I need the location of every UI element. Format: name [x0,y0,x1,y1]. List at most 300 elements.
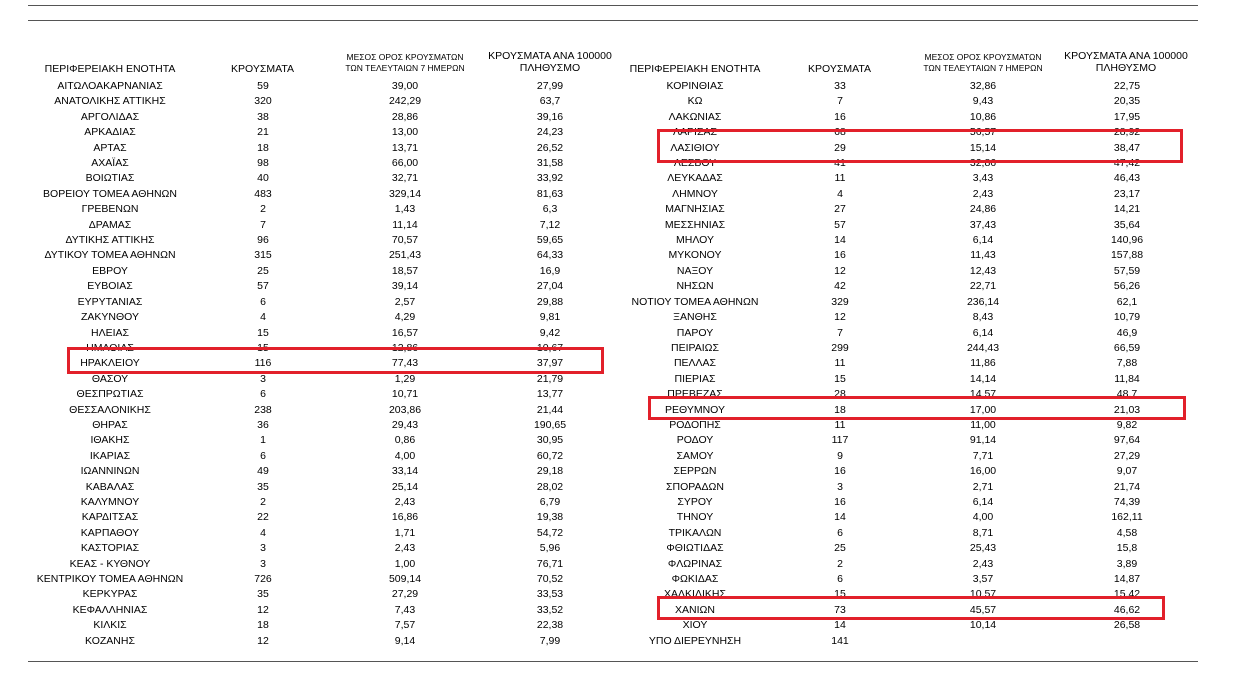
cell-cases: 238 [254,403,272,416]
cell-region: ΚΕΡΚΥΡΑΣ [82,588,138,601]
cell-cases: 4 [837,187,843,200]
cell-per100k: 60,72 [536,449,564,462]
cell-cases: 21 [257,126,269,139]
cell-avg7: 0,86 [394,434,416,447]
cell-avg7: 14,57 [969,388,997,401]
header-per100k-line2: ΠΛΗΘΥΣΜΟ [1095,62,1157,74]
header-per100k-line2: ΠΛΗΘΥΣΜΟ [519,62,581,74]
cell-cases: 7 [837,326,843,339]
cell-cases: 12 [834,264,846,277]
cell-cases: 36 [257,418,269,431]
cell-cases: 25 [257,264,269,277]
header-per100k-right [1046,50,1206,74]
cell-cases: 18 [257,141,269,154]
cell-per100k: 47,42 [1113,157,1141,170]
cell-per100k: 157,88 [1110,249,1144,262]
cell-cases: 11 [834,418,846,431]
cell-avg7: 18,57 [391,264,419,277]
cell-avg7: 77,43 [391,357,419,370]
cell-cases: 11 [834,357,846,370]
cell-avg7: 22,71 [969,280,997,293]
cell-cases: 116 [254,357,272,370]
cell-per100k: 16,9 [539,264,561,277]
cell-avg7: 6,14 [972,234,994,247]
cell-cases: 35 [257,480,269,493]
cell-region: ΛΕΥΚΑΔΑΣ [667,172,723,185]
cell-avg7: 1,29 [394,372,416,385]
cell-region: ΚΙΛΚΙΣ [93,619,127,632]
cell-per100k: 21,74 [1113,480,1141,493]
cell-per100k: 30,95 [536,434,564,447]
cell-per100k: 10,67 [536,341,564,354]
cell-per100k: 46,62 [1113,603,1141,616]
cell-avg7: 1,71 [394,526,416,539]
cell-region: ΠΕΙΡΑΙΩΣ [671,341,719,354]
cell-region: ΠΑΡΟΥ [676,326,714,339]
cell-avg7: 3,43 [972,172,994,185]
cell-cases: 7 [260,218,266,231]
cell-per100k: 7,88 [1116,357,1138,370]
cell-per100k: 23,17 [1113,187,1141,200]
cell-cases: 59 [257,80,269,92]
cell-avg7: 509,14 [388,573,422,585]
cell-cases: 15 [257,341,269,354]
cell-avg7: 25,14 [391,480,419,493]
cell-avg7: 32,86 [969,80,997,92]
cell-region: ΓΡΕΒΕΝΩΝ [81,203,139,216]
cell-cases: 141 [831,634,849,647]
cell-avg7: 11,43 [970,249,996,262]
cell-cases: 42 [834,280,846,293]
cell-per100k: 9,81 [539,311,561,324]
cell-cases: 4 [260,311,266,324]
cell-cases: 12 [257,603,269,616]
cell-cases: 6 [260,295,266,308]
cell-cases: 2 [260,203,266,216]
cell-region: ΠΙΕΡΙΑΣ [674,372,716,385]
header-avg7-line1: ΜΕΣΟΣ ΟΡΟΣ ΚΡΟΥΣΜΑΤΩΝ [924,52,1042,62]
cell-region: ΛΑΚΩΝΙΑΣ [668,110,722,123]
cell-avg7: 12,43 [969,264,997,277]
cell-per100k: 59,65 [536,234,564,247]
cell-per100k: 20,35 [1113,95,1141,108]
cell-avg7: 16,00 [969,465,997,478]
cell-region: ΛΑΡΙΣΑΣ [673,126,717,139]
cell-region: ΜΥΚΟΝΟΥ [668,249,722,262]
cell-cases: 14 [834,511,846,524]
header-per100k-left [470,50,630,74]
cell-cases: 4 [260,526,266,539]
cell-region: ΝΟΤΙΟΥ ΤΟΜΕΑ ΑΘΗΝΩΝ [631,295,759,308]
cell-region: ΠΡΕΒΕΖΑΣ [667,388,723,401]
header-region-left: ΠΕΡΙΦΕΡΕΙΑΚΗ ΕΝΟΤΗΤΑ [44,63,176,75]
cell-avg7: 10,57 [969,588,997,601]
cell-avg7: 91,14 [969,434,997,447]
cell-avg7: 13,00 [391,126,419,139]
cell-region: ΑΡΚΑΔΙΑΣ [84,126,136,139]
cell-region: ΚΟΖΑΝΗΣ [85,634,135,647]
cell-cases: 14 [834,619,846,632]
cell-cases: 2 [837,557,843,570]
cell-per100k: 33,52 [536,603,564,616]
cell-avg7: 2,57 [394,295,416,308]
cell-cases: 68 [834,126,846,139]
cell-per100k: 10,79 [1113,311,1141,324]
cell-avg7: 56,57 [969,126,997,139]
cell-region: ΒΟΙΩΤΙΑΣ [85,172,135,185]
cell-region: ΧΙΟΥ [682,619,708,632]
cell-avg7: 33,14 [391,465,419,478]
cell-per100k: 74,39 [1113,495,1141,508]
cell-region: ΣΕΡΡΩΝ [673,465,717,478]
cell-avg7: 251,43 [388,249,422,262]
cell-per100k: 17,95 [1113,110,1141,123]
cell-avg7: 244,43 [966,341,1000,354]
cell-avg7: 10,14 [969,619,997,632]
cell-avg7: 203,86 [388,403,422,416]
cell-cases: 15 [257,326,269,339]
cell-per100k: 56,26 [1113,280,1141,293]
cell-per100k: 5,96 [539,542,561,555]
cell-cases: 6 [837,526,843,539]
cell-cases: 726 [254,573,272,585]
cell-per100k: 9,42 [539,326,561,339]
cell-cases: 15 [834,588,846,601]
cell-region: ΙΚΑΡΙΑΣ [89,449,131,462]
cell-per100k: 97,64 [1113,434,1141,447]
cell-avg7: 10,86 [969,110,997,123]
cell-per100k: 35,64 [1113,218,1141,231]
top-rule-2 [28,20,1198,21]
header-avg7-line2: ΤΩΝ ΤΕΛΕΥΤΑΙΩΝ 7 ΗΜΕΡΩΝ [923,63,1043,73]
cell-per100k: 46,43 [1113,172,1141,185]
cell-cases: 299 [831,341,849,354]
cell-per100k: 27,99 [536,80,564,92]
cell-cases: 6 [260,449,266,462]
cell-region: ΕΒΡΟΥ [92,264,128,277]
cell-cases: 16 [834,249,846,262]
cell-region: ΝΗΣΩΝ [676,280,714,293]
cell-region: ΚΕΝΤΡΙΚΟΥ ΤΟΜΕΑ ΑΘΗΝΩΝ [36,573,184,585]
cell-per100k: 24,23 [536,126,564,139]
cell-cases: 15 [834,372,846,385]
cell-region: ΚΑΡΔΙΤΣΑΣ [81,511,139,524]
cell-per100k: 39,16 [536,110,564,123]
cell-cases: 18 [257,619,269,632]
cell-cases: 40 [257,172,269,185]
cell-per100k: 26,52 [536,141,564,154]
cell-cases: 16 [834,110,846,123]
cell-avg7: 329,14 [388,187,422,200]
cell-avg7: 12,86 [391,341,419,354]
cell-region: ΗΜΑΘΙΑΣ [86,341,134,354]
cell-cases: 1 [260,434,266,447]
cell-per100k: 6,79 [539,495,561,508]
cell-per100k: 9,82 [1116,418,1138,431]
cell-avg7: 10,71 [391,388,419,401]
cell-per100k: 15,8 [1116,542,1138,555]
cell-avg7: 27,29 [391,588,419,601]
highlight-box-chania [657,596,1165,620]
cell-cases: 11 [834,172,846,185]
cell-cases: 6 [260,388,266,401]
cell-cases: 18 [834,403,846,416]
cell-cases: 3 [260,557,266,570]
cell-avg7: 8,71 [972,526,994,539]
cell-cases: 96 [257,234,269,247]
header-avg7-right [903,52,1063,74]
cell-region: ΗΡΑΚΛΕΙΟΥ [80,357,140,370]
cell-cases: 22 [257,511,269,524]
cell-per100k: 70,52 [536,573,564,585]
cell-avg7: 39,14 [391,280,419,293]
cell-per100k: 62,1 [1116,295,1138,308]
cell-avg7: 7,57 [394,619,416,632]
cell-avg7: 2,43 [972,557,994,570]
cell-per100k: 13,77 [536,388,564,401]
cell-region: ΡΕΘΥΜΝΟΥ [664,403,726,416]
cell-region: ΣΠΟΡΑΔΩΝ [666,480,724,493]
cell-region: ΤΗΝΟΥ [676,511,714,524]
cell-avg7: 1,43 [394,203,416,216]
cell-cases: 12 [257,634,269,647]
cell-cases: 329 [831,295,849,308]
cell-region: ΚΑΛΥΜΝΟΥ [80,495,140,508]
cell-region: ΦΛΩΡΙΝΑΣ [667,557,723,570]
cell-avg7: 29,43 [391,418,419,431]
cell-avg7: 4,00 [972,511,994,524]
cell-cases: 29 [834,141,846,154]
cell-avg7: 7,43 [394,603,416,616]
cell-region: ΛΕΣΒΟΥ [673,157,717,170]
cell-avg7: 6,14 [972,495,994,508]
cell-per100k: 54,72 [536,526,564,539]
cell-avg7: 66,00 [391,157,419,170]
cell-region: ΑΡΤΑΣ [93,141,127,154]
cell-avg7: 16,86 [391,511,419,524]
cell-region: ΕΥΡΥΤΑΝΙΑΣ [77,295,143,308]
cell-per100k: 190,65 [533,418,567,431]
cell-avg7: 70,57 [391,234,419,247]
cell-per100k: 33,53 [536,588,564,601]
cell-avg7: 45,57 [969,603,997,616]
cell-avg7: 9,14 [394,634,416,647]
highlight-box-lasithi [657,129,1183,163]
cell-avg7: 7,71 [972,449,994,462]
cell-region: ΚΕΑΣ - ΚΥΘΝΟΥ [69,557,151,570]
cell-avg7: 11,14 [392,218,418,231]
cell-region: ΛΑΣΙΘΙΟΥ [670,141,720,154]
cell-cases: 49 [257,465,269,478]
cell-cases: 35 [257,588,269,601]
cell-avg7: 4,00 [394,449,416,462]
cell-avg7: 24,86 [969,203,997,216]
cell-avg7: 4,29 [394,311,416,324]
cell-cases: 320 [254,95,272,108]
cell-region: ΚΑΡΠΑΘΟΥ [80,526,140,539]
highlight-box-rethymno [648,396,1186,420]
cell-region: ΠΕΛΛΑΣ [673,357,717,370]
cell-per100k: 33,92 [536,172,564,185]
cell-avg7: 2,43 [394,542,416,555]
cell-per100k: 21,44 [536,403,564,416]
cell-per100k: 46,9 [1116,326,1138,339]
cell-avg7: 15,14 [969,141,997,154]
cell-region: ΜΕΣΣΗΝΙΑΣ [664,218,726,231]
cell-region: ΘΑΣΟΥ [91,372,129,385]
cell-cases: 98 [257,157,269,170]
header-avg7-line1: ΜΕΣΟΣ ΟΡΟΣ ΚΡΟΥΣΜΑΤΩΝ [346,52,464,62]
cell-region: ΥΠΟ ΔΙΕΡΕΥΝΗΣΗ [648,634,742,647]
cell-cases: 14 [834,234,846,247]
cell-avg7: 3,57 [972,573,994,585]
cell-per100k: 29,18 [536,465,564,478]
cell-avg7: 11,86 [970,357,996,370]
header-cases-right: ΚΡΟΥΣΜΑΤΑ [808,63,871,75]
cell-avg7: 25,43 [969,542,997,555]
cell-per100k: 7,12 [539,218,561,231]
cell-per100k: 3,89 [1116,557,1138,570]
header-avg7-left [325,52,485,74]
cell-region: ΚΟΡΙΝΘΙΑΣ [666,80,724,92]
cell-avg7: 16,57 [391,326,419,339]
cell-per100k: 37,97 [536,357,564,370]
cell-region: ΜΑΓΝΗΣΙΑΣ [665,203,725,216]
cell-region: ΘΗΡΑΣ [92,418,128,431]
cell-region: ΑΧΑΪΑΣ [91,157,129,170]
cell-avg7: 32,86 [969,157,997,170]
cell-avg7: 8,43 [972,311,994,324]
cell-per100k: 6,3 [542,203,558,216]
highlight-box-heraklion [67,347,604,374]
cell-cases: 7 [837,95,843,108]
cell-per100k: 9,07 [1116,465,1138,478]
header-per100k-line1: ΚΡΟΥΣΜΑΤΑ ΑΝΑ 100000 [488,50,612,62]
cell-region: ΖΑΚΥΝΘΟΥ [80,311,140,324]
cell-avg7: 242,29 [388,95,422,108]
cell-cases: 73 [834,603,846,616]
cell-region: ΚΑΒΑΛΑΣ [85,480,135,493]
cell-region: ΡΟΔΟΥ [676,434,714,447]
cell-per100k: 15,42 [1113,588,1141,601]
bottom-rule [28,661,1198,662]
cell-cases: 38 [257,110,269,123]
cell-cases: 9 [837,449,843,462]
header-region-right: ΠΕΡΙΦΕΡΕΙΑΚΗ ΕΝΟΤΗΤΑ [629,63,761,75]
cell-region: ΜΗΛΟΥ [676,234,714,247]
cell-per100k: 76,71 [536,557,564,570]
cell-per100k: 27,29 [1113,449,1141,462]
cell-region: ΘΕΣΠΡΩΤΙΑΣ [76,388,144,401]
cell-per100k: 14,21 [1113,203,1141,216]
cell-region: ΣΥΡΟΥ [677,495,713,508]
cell-per100k: 26,58 [1113,619,1141,632]
cell-cases: 25 [834,542,846,555]
cell-per100k: 7,99 [539,634,561,647]
cell-per100k: 19,38 [536,511,564,524]
cell-cases: 117 [831,434,849,447]
cell-cases: 6 [837,573,843,585]
cell-region: ΧΑΛΚΙΔΙΚΗΣ [664,588,726,601]
cell-per100k: 31,58 [536,157,564,170]
cell-per100k: 27,04 [536,280,564,293]
cell-cases: 16 [834,465,846,478]
cell-region: ΛΗΜΝΟΥ [672,187,718,200]
cell-cases: 2 [260,495,266,508]
cell-avg7: 37,43 [969,218,997,231]
cell-region: ΙΘΑΚΗΣ [90,434,130,447]
header-cases-left: ΚΡΟΥΣΜΑΤΑ [231,63,294,75]
cell-per100k: 66,59 [1113,341,1141,354]
cell-cases: 33 [834,80,846,92]
cell-avg7: 2,71 [972,480,994,493]
cell-per100k: 11,84 [1114,372,1140,385]
cell-per100k: 48,7 [1116,388,1138,401]
cell-region: ΚΩ [687,95,703,108]
cell-avg7: 39,00 [391,80,419,92]
cell-cases: 3 [260,542,266,555]
cell-cases: 57 [834,218,846,231]
cell-avg7: 11,00 [970,418,996,431]
cell-avg7: 9,43 [972,95,994,108]
cell-cases: 315 [254,249,272,262]
top-rule [28,5,1198,6]
cell-per100k: 14,87 [1113,573,1141,585]
cell-region: ΑΡΓΟΛΙΔΑΣ [80,110,140,123]
cell-per100k: 21,79 [536,372,564,385]
cell-avg7: 17,00 [969,403,997,416]
cell-region: ΘΕΣΣΑΛΟΝΙΚΗΣ [69,403,151,416]
cell-region: ΚΑΣΤΟΡΙΑΣ [80,542,140,555]
header-avg7-line2: ΤΩΝ ΤΕΛΕΥΤΑΙΩΝ 7 ΗΜΕΡΩΝ [345,63,465,73]
cell-avg7: 14,14 [969,372,997,385]
cell-cases: 28 [834,388,846,401]
cell-per100k: 29,88 [536,295,564,308]
cell-region: ΒΟΡΕΙΟΥ ΤΟΜΕΑ ΑΘΗΝΩΝ [43,187,177,200]
cell-avg7: 32,71 [391,172,419,185]
cell-avg7: 28,86 [391,110,419,123]
cell-cases: 16 [834,495,846,508]
cell-region: ΦΩΚΙΔΑΣ [671,573,719,585]
header-per100k-line1: ΚΡΟΥΣΜΑΤΑ ΑΝΑ 100000 [1064,50,1188,62]
cell-region: ΑΝΑΤΟΛΙΚΗΣ ΑΤΤΙΚΗΣ [54,95,166,108]
cell-avg7: 13,71 [391,141,419,154]
cell-cases: 3 [837,480,843,493]
cell-avg7: 2,43 [394,495,416,508]
cell-per100k: 162,11 [1111,511,1143,524]
cell-cases: 483 [254,187,272,200]
cell-region: ΔΥΤΙΚΟΥ ΤΟΜΕΑ ΑΘΗΝΩΝ [44,249,176,262]
cell-region: ΔΡΑΜΑΣ [88,218,132,231]
cell-region: ΔΥΤΙΚΗΣ ΑΤΤΙΚΗΣ [65,234,155,247]
cell-per100k: 21,03 [1113,403,1141,416]
cell-avg7: 6,14 [972,326,994,339]
cell-region: ΕΥΒΟΙΑΣ [87,280,133,293]
cell-per100k: 4,58 [1116,526,1138,539]
cell-region: ΑΙΤΩΛΟΑΚΑΡΝΑΝΙΑΣ [57,80,163,92]
cell-avg7: 236,14 [966,295,1000,308]
cell-avg7: 2,43 [972,187,994,200]
cell-per100k: 22,38 [536,619,564,632]
cell-per100k: 140,96 [1110,234,1144,247]
cell-per100k: 28,02 [536,480,564,493]
cell-region: ΗΛΕΙΑΣ [90,326,130,339]
cell-region: ΦΘΙΩΤΙΔΑΣ [666,542,724,555]
cell-region: ΣΑΜΟΥ [676,449,714,462]
cell-region: ΡΟΔΟΠΗΣ [669,418,721,431]
cell-avg7: 1,00 [394,557,416,570]
cell-region: ΤΡΙΚΑΛΩΝ [668,526,722,539]
